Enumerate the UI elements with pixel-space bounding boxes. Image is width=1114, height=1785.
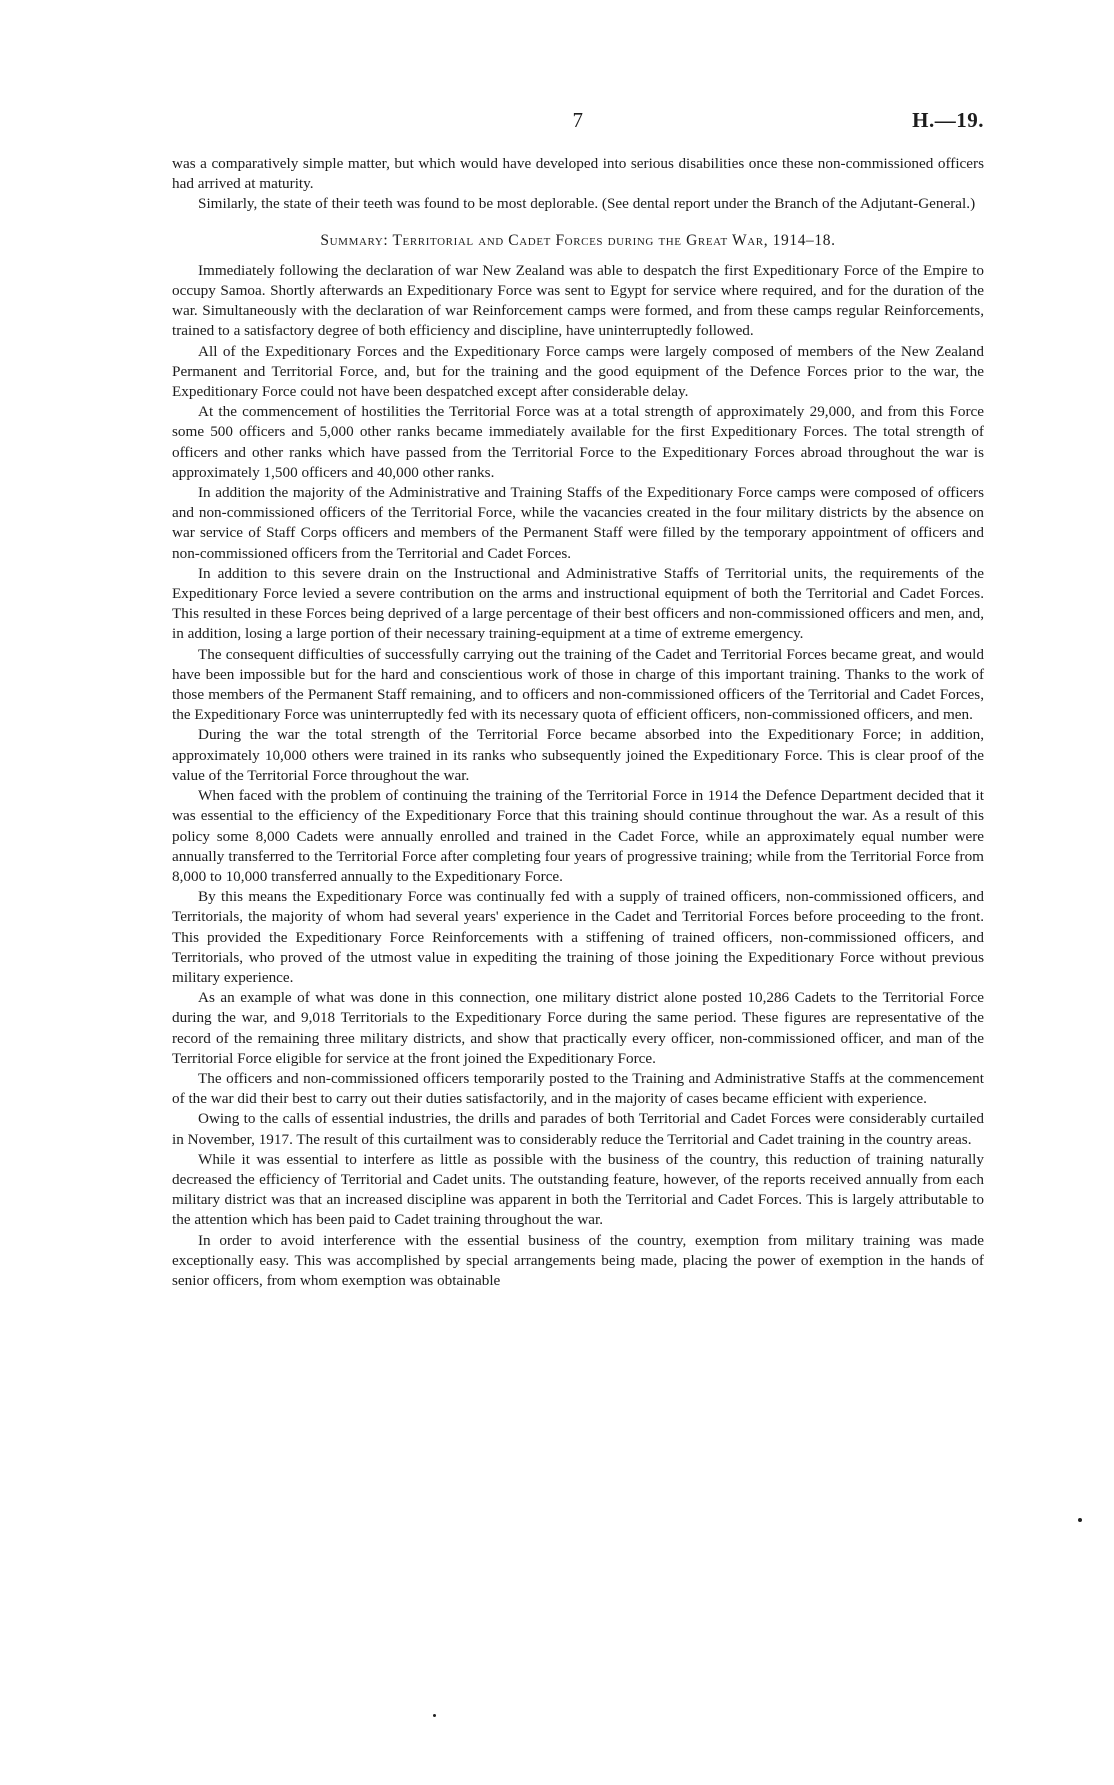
body-text [172, 154, 984, 1291]
scan-speck [433, 1714, 436, 1717]
scan-speck [1078, 1518, 1082, 1522]
paragraph: When faced with the problem of continuing the training of the Territorial Force in 1914 the Defence Department decided that it was essential to the efficiency of the Expeditionary Force that this training should continue throughout the war. As a result of this policy some 8,000 Cadets were annually enrolled and trained in the Cadet Force, while an approximately equal number were annually transferred to the Territorial Force after completing four years of progressive training; while from the Territorial Force from 8,000 to 10,000 transferred annually to the Expeditionary Force. [172, 787, 984, 885]
page-number: 7 [572, 108, 584, 132]
paragraph: The officers and non-commissioned officers temporarily posted to the Training and Administrative Staffs at the commencement of the war did their best to carry out their duties satisfactorily, and in the majority of cases became efficient with experience. [172, 1069, 984, 1108]
paragraph: In addition the majority of the Administrative and Training Staffs of the Expeditionary Force camps were composed of officers and non-commissioned officers of the Territorial Force, while the vacancies created in the four military districts by the absence on war service of Staff Corps officers and members of the Permanent Staff were filled by the temporary appointment of officers and non-commissioned officers from the Territorial and Cadet Forces. [172, 484, 984, 562]
paragraph: In order to avoid interference with the essential business of the country, exemption from military training was made exceptionally easy. This was accomplished by special arrangements being made, placing the power of exemption in the hands of senior officers, from whom exemption was obtainable [172, 1231, 984, 1289]
paragraph: During the war the total strength of the Territorial Force became absorbed into the Expeditionary Force; in addition, approximately 10,000 others were trained in its ranks who subsequently joined the Expeditionary Force. This is clear proof of the value of the Territorial Force throughout the war. [172, 726, 984, 784]
paragraph: Immediately following the declaration of war New Zealand was able to despatch the first Expeditionary Force of the Empire to occupy Samoa. Shortly afterwards an Expeditionary Force was sent to Egypt for service where required, and for the duration of the war. Simultaneously with the declaration of war Reinforcement camps were formed, and from these camps regular Reinforcements, trained to a satisfactory degree of both efficiency and discipline, have uninterruptedly followed. [172, 261, 984, 340]
paragraph: In addition to this severe drain on the Instructional and Administrative Staffs of Territorial units, the requirements of the Expeditionary Force levied a severe contribution on the arms and instructional equipment of both the Territorial and Cadet Forces. This resulted in these Forces being deprived of a large percentage of their best officers and non-commissioned officers and men, and, in addition, losing a large portion of their necessary training-equipment at a time of extreme emergency. [172, 564, 984, 643]
paragraph: Owing to the calls of essential industries, the drills and parades of both Territorial and Cadet Forces were considerably curtailed in November, 1917. The result of this curtailment was to considerably reduce the Territorial and Cadet training in the country areas. [172, 1110, 984, 1148]
document-code: H.—19. [912, 108, 984, 132]
paragraph: Similarly, the state of their teeth was found to be most deplorable. (See dental report under the Branch of the Adjutant-General.) [198, 195, 976, 213]
paragraph: At the commencement of hostilities the Territorial Force was at a total strength of approximately 29,000, and from this Force some 500 officers and 5,000 other ranks became immediately available for the first Expeditionary Forces. The total strength of officers and other ranks which have passed from the Territorial Force to the Expeditionary Forces abroad throughout the war is approximately 1,500 officers and 40,000 other ranks. [172, 403, 984, 481]
paragraph: The consequent difficulties of successfully carrying out the training of the Cadet and Territorial Forces became great, and would have been impossible but for the hard and conscientious work of those in charge of this important training. Thanks to the work of those members of the Permanent Staff remaining, and to officers and non-commissioned officers of the Territorial and Cadet Forces, the Expeditionary Force was uninterruptedly fed with its necessary quota of efficient officers, non-commissioned officers, and men. [172, 645, 984, 724]
section-heading: Summary: Territorial and Cadet Forces during the Great War, 1914–18. [320, 231, 836, 249]
paragraph: All of the Expeditionary Forces and the Expeditionary Force camps were largely composed of members of the New Zealand Permanent and Territorial Force, and, but for the training and the good equipment of the Defence Forces prior to the war, the Expeditionary Force could not have been despatched except after considerable delay. [172, 342, 984, 401]
paragraph: By this means the Expeditionary Force was continually fed with a supply of trained officers, non-commissioned officers, and Territorials, the majority of whom had several years' experience in the Cadet and Territorial Forces before proceeding to the front. This provided the Expeditionary Force Reinforcements with a stiffening of trained officers, non-commissioned officers, and Territorials, who proved of the utmost value in expediting the training of those joining the Expeditionary Force without previous military experience. [172, 888, 984, 986]
paragraph: While it was essential to interfere as little as possible with the business of the country, this reduction of training naturally decreased the efficiency of Territorial and Cadet units. The outstanding feature, however, of the reports received annually from each military district was that an increased discipline was apparent in both the Territorial and Cadet Forces. This is largely attributable to the attention which has been paid to Cadet training throughout the war. [172, 1150, 984, 1229]
paragraph: As an example of what was done in this connection, one military district alone posted 10,286 Cadets to the Territorial Force during the war, and 9,018 Territorials to the Expeditionary Force during the same period. These figures are representative of the record of the remaining three military districts, and show that practically every officer, non-commissioned officer, and man of the Territorial Force eligible for service at the front joined the Expeditionary Force. [172, 989, 984, 1067]
page-header [172, 108, 984, 138]
paragraph: was a comparatively simple matter, but which would have developed into serious disabilities once these non-commissioned officers had arrived at maturity. [172, 155, 984, 193]
